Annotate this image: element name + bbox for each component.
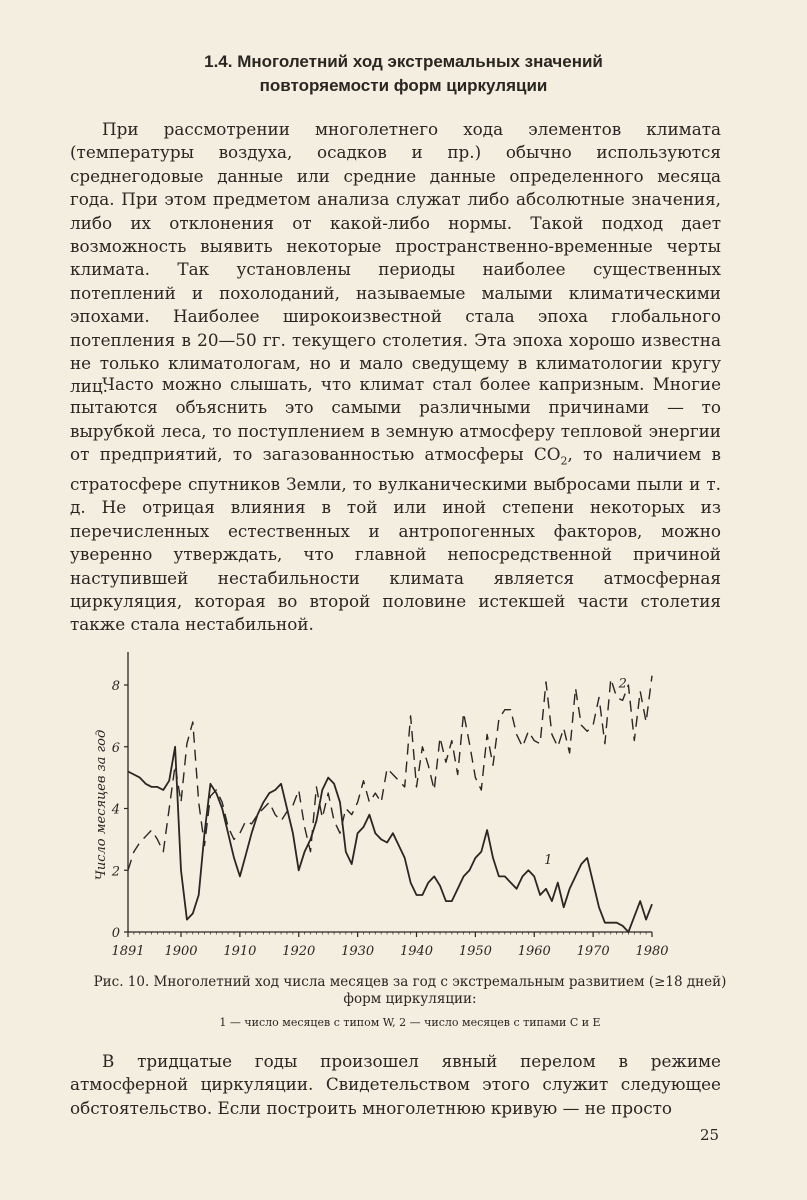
chart-series <box>128 676 652 932</box>
section-heading-line2: повторяемости форм циркуляции <box>259 76 548 95</box>
paragraph-intro: При рассмотрении многолетнего хода элементов климата (температуры воздуха, осадков и пр.) обычно используются среднегодовые данные или средние данные определенного месяца года. При этом предметом анализа служат либо абсолютные значения, либо их отклонения от какой-либо нормы. Такой подход дает возможность выявить некоторые пространственно-временные черты климата. Так установлены периоды наиболее существенных потеплений и похолоданий, называемые малыми климатическими эпохами. Наиболее широкоизвестной стала эпоха глобального потепления в 20—50 гг. текущего столетия. Эта эпоха хорошо известна не только климатологам, но и мало сведущему в климатологии кругу лиц. <box>70 119 721 397</box>
series-2-label: 2 <box>618 676 627 692</box>
y-tick-label: 2 <box>111 864 120 880</box>
series-1-line <box>128 747 652 932</box>
section-heading-line1: 1.4. Многолетний ход экстремальных значений <box>204 52 603 71</box>
chart-axes <box>128 652 652 932</box>
x-tick-label: 1970 <box>576 944 610 959</box>
y-tick-label: 6 <box>111 740 120 756</box>
x-tick-label: 1930 <box>341 944 375 959</box>
x-tick-label: 1980 <box>635 944 669 959</box>
x-tick-label: 1900 <box>164 944 198 959</box>
x-tick-label: 1891 <box>111 944 145 959</box>
x-tick-label: 1950 <box>458 944 492 959</box>
paragraph2-text-end: , то наличием в стратосфере спутников Земли, то вулканическими выбросами пыли и т. д. Не отрицая влияния в той или иной степени некоторых из перечисленных естественных и антропогенных факторов, можно уверенно утверждать, что главной непосредственной причиной наступившей нестабильности климата является атмосферная циркуляция, которая во второй половине истекшей части столетия также стала нестабильной. <box>70 444 721 635</box>
figure-caption: Рис. 10. Многолетний ход числа месяцев за год с экстремальным развитием (≥18 дней) форм циркуляции: <box>93 974 727 1007</box>
co2-subscript: 2 <box>560 454 568 468</box>
y-tick-label: 0 <box>111 926 120 941</box>
series-1-label: 1 <box>544 852 553 868</box>
y-axis-label: Число месяцев за год <box>94 729 109 881</box>
y-tick-label: 8 <box>111 679 120 694</box>
paragraph2-text-start: Часто можно слышать, что климат стал более капризным. Многие пытаются объяснить это самыми различными причинами — то вырубкой леса, то поступлением в земную атмосферу тепловой энергии от предприятий, то загазованностью атмосферы CO <box>70 374 721 465</box>
x-tick-label: 1920 <box>282 944 316 959</box>
y-tick-label: 4 <box>111 802 120 818</box>
series-2-line <box>128 676 652 871</box>
paragraph-thirties: В тридцатые годы произошел явный перелом в режиме атмосферной циркуляции. Свидетельством этого служит следующее обстоятельство. Если построить многолетнюю кривую — не просто <box>70 1051 721 1118</box>
figure-legend: 1 — число месяцев с типом W, 2 — число месяцев с типами C и E <box>219 1016 601 1029</box>
x-tick-label: 1910 <box>223 944 257 959</box>
x-tick-label: 1940 <box>399 944 434 959</box>
x-tick-label: 1960 <box>517 944 551 959</box>
chart-ticks <box>111 679 669 959</box>
page-number: 25 <box>700 1126 720 1144</box>
